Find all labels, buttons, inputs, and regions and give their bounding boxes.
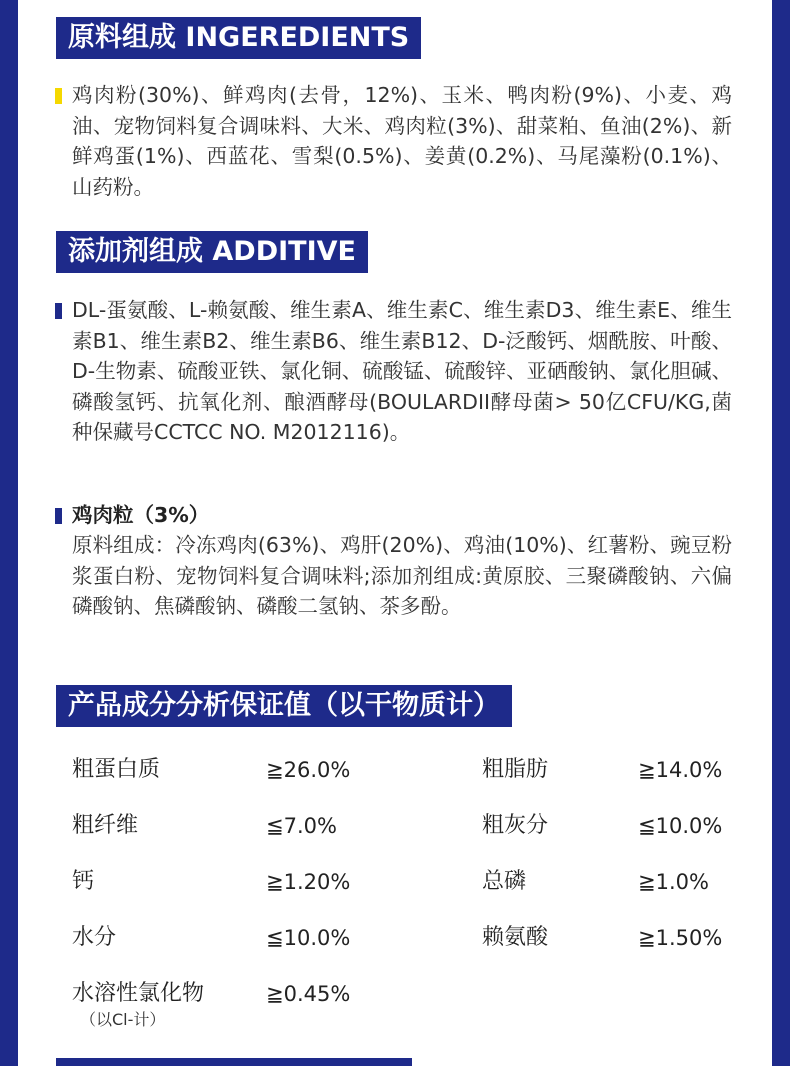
analysis-name: 赖氨酸 [482, 925, 549, 950]
analysis-name: 粗纤维 [72, 813, 139, 838]
analysis-value: ≦10.0% [638, 814, 723, 838]
analysis-value: ≧14.0% [638, 758, 723, 782]
analysis-value: ≦7.0% [266, 814, 337, 838]
analysis-value: ≦10.0% [266, 926, 351, 950]
right-border-bar [772, 0, 790, 1066]
analysis-value: ≧1.0% [638, 870, 709, 894]
analysis-value: ≧26.0% [266, 758, 351, 782]
analysis-row [72, 923, 742, 963]
analysis-name: 粗脂肪 [482, 757, 549, 782]
analysis-name: 水分 [72, 925, 117, 950]
analysis-name: 水溶性氯化物 [72, 981, 205, 1006]
additive-heading: 添加剂组成 ADDITIVE [56, 231, 368, 273]
chicken-granules-heading: 鸡肉粒（3%） [72, 503, 210, 527]
analysis-name: 钙 [72, 869, 95, 894]
next-section-heading-edge [56, 1058, 412, 1066]
analysis-row [72, 811, 742, 851]
analysis-row [72, 867, 742, 907]
analysis-name: 粗蛋白质 [72, 757, 161, 782]
left-border-bar [0, 0, 18, 1066]
analysis-value: ≧1.50% [638, 926, 723, 950]
analysis-heading: 产品成分分析保证值（以干物质计） [56, 685, 512, 727]
analysis-row [72, 979, 742, 1039]
ingredients-heading: 原料组成 INGEREDIENTS [56, 17, 421, 59]
additive-text: DL-蛋氨酸、L-赖氨酸、维生素A、维生素C、维生素D3、维生素E、维生素B1、维生素B2、维生素B6、维生素B12、D-泛酸钙、烟酰胺、叶酸、D-生物素、硫酸亚铁、氯化铜、硫酸锰、硫酸锌、亚硒酸钠、氯化胆碱、磷酸氢钙、抗氧化剂、酿酒酵母(BOULARDII酵母菌> 50亿CFU/KG,菌种保藏号CCTCC NO. M2012116)。 [72, 298, 732, 444]
analysis-name: 总磷 [482, 869, 527, 894]
analysis-value: ≧0.45% [266, 982, 351, 1006]
ingredients-text: 鸡肉粉(30%)、鲜鸡肉(去骨，12%)、玉米、鸭肉粉(9%)、小麦、鸡油、宠物饲料复合调味料、大米、鸡肉粒(3%)、甜菜粕、鱼油(2%)、新鲜鸡蛋(1%)、西蓝花、雪梨(0.5%)、姜黄(0.2%)、马尾藻粉(0.1%)、山药粉。 [72, 83, 732, 199]
analysis-name: 粗灰分 [482, 813, 549, 838]
ingredients-bullet [55, 88, 62, 104]
analysis-note: （以Cl-计） [80, 1010, 166, 1029]
analysis-value: ≧1.20% [266, 870, 351, 894]
analysis-row [72, 755, 742, 795]
additive-bullet [55, 303, 62, 319]
chicken-granules-text: 原料组成：冷冻鸡肉(63%)、鸡肝(20%)、鸡油(10%)、红薯粉、豌豆粉浆蛋白粉、宠物饲料复合调味料;添加剂组成:黄原胶、三聚磷酸钠、六偏磷酸钠、焦磷酸钠、磷酸二氢钠、茶多酚。 [72, 533, 732, 618]
chicken-granules-bullet [55, 508, 62, 524]
